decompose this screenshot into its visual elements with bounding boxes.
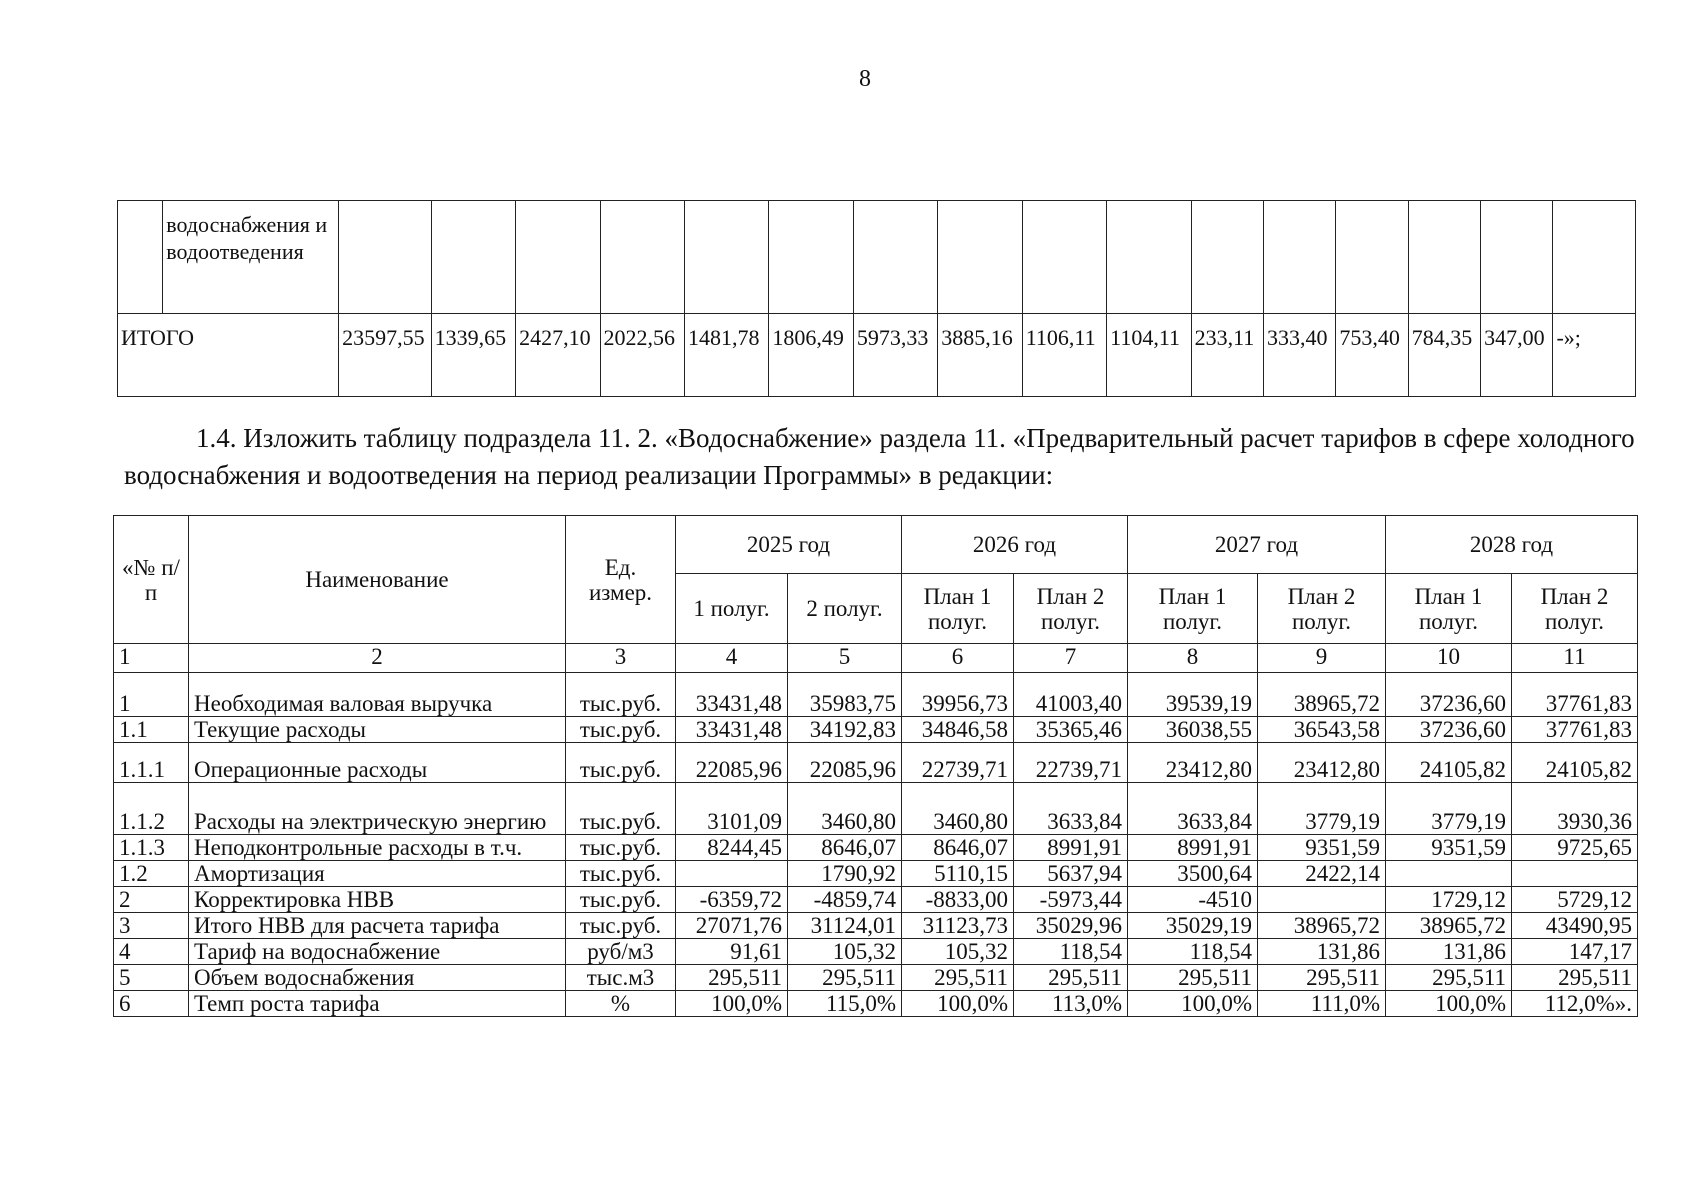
row-name: Корректировка НВВ [189, 887, 566, 913]
column-number: 11 [1512, 644, 1638, 673]
total-value: 1339,65 [431, 314, 515, 397]
row-value: 3779,19 [1258, 783, 1386, 835]
total-value: 753,40 [1336, 314, 1408, 397]
row-value: 36543,58 [1258, 717, 1386, 743]
row-name: Темп роста тарифа [189, 991, 566, 1017]
row-name: Объем водоснабжения [189, 965, 566, 991]
column-number: 7 [1014, 644, 1128, 673]
row-value: 39539,19 [1128, 673, 1258, 717]
table-row [114, 835, 1638, 861]
row-value: -4859,74 [788, 887, 902, 913]
row-value: 118,54 [1014, 939, 1128, 965]
row-value: 111,0% [1258, 991, 1386, 1017]
row-value: 105,32 [902, 939, 1014, 965]
total-label: ИТОГО [118, 314, 339, 397]
row-value: 3779,19 [1386, 783, 1512, 835]
subheader-cell: План 1 полуг. [1386, 574, 1512, 644]
column-number: 8 [1128, 644, 1258, 673]
row-value: 8991,91 [1014, 835, 1128, 861]
row-value: 36038,55 [1128, 717, 1258, 743]
row-value: 23412,80 [1128, 743, 1258, 783]
row-code: 1.1.3 [114, 835, 189, 861]
row-value [1512, 861, 1638, 887]
table-row [114, 861, 1638, 887]
column-number: 9 [1258, 644, 1386, 673]
table-row [114, 913, 1638, 939]
row-name: Итого НВВ для расчета тарифа [189, 913, 566, 939]
row-unit: тыс.руб. [566, 861, 676, 887]
row-value: 295,511 [676, 965, 788, 991]
row-value: 22085,96 [788, 743, 902, 783]
tariff-table [113, 515, 1638, 1017]
row-code: 1.1.1 [114, 743, 189, 783]
row-value: 3460,80 [788, 783, 902, 835]
column-number: 5 [788, 644, 902, 673]
subheader-cell: 1 полуг. [676, 574, 788, 644]
page-number: 8 [859, 66, 871, 92]
row-unit: тыс.руб. [566, 673, 676, 717]
row-value: 118,54 [1128, 939, 1258, 965]
row-value: -4510 [1128, 887, 1258, 913]
row-unit: тыс.руб. [566, 783, 676, 835]
row-value: 295,511 [1258, 965, 1386, 991]
row-value: -8833,00 [902, 887, 1014, 913]
header-num: «№ п/п [114, 516, 189, 644]
row-value: 131,86 [1258, 939, 1386, 965]
row-unit: тыс.руб. [566, 743, 676, 783]
row-unit: % [566, 991, 676, 1017]
header-year-2026: 2026 год [902, 516, 1128, 574]
row-value [676, 861, 788, 887]
row-value: 22085,96 [676, 743, 788, 783]
row-value: 3460,80 [902, 783, 1014, 835]
row-unit: тыс.руб. [566, 913, 676, 939]
row-value: 1790,92 [788, 861, 902, 887]
row-value: 24105,82 [1386, 743, 1512, 783]
row-value: 34846,58 [902, 717, 1014, 743]
column-number: 10 [1386, 644, 1512, 673]
row-value: 31123,73 [902, 913, 1014, 939]
row-value: 115,0% [788, 991, 902, 1017]
row-value: 100,0% [676, 991, 788, 1017]
row-code: 1.1 [114, 717, 189, 743]
header-year-2028: 2028 год [1386, 516, 1638, 574]
row-code: 1 [114, 673, 189, 717]
table-row [114, 673, 1638, 717]
row-unit: руб/м3 [566, 939, 676, 965]
row-value: 27071,76 [676, 913, 788, 939]
row-unit: тыс.руб. [566, 887, 676, 913]
row-code: 2 [114, 887, 189, 913]
subheader-cell: План 1 полуг. [1128, 574, 1258, 644]
row-value: 37761,83 [1512, 717, 1638, 743]
row-value: 31124,01 [788, 913, 902, 939]
table-row [114, 939, 1638, 965]
row-value: 35983,75 [788, 673, 902, 717]
row-value: 2422,14 [1258, 861, 1386, 887]
row-name: Амортизация [189, 861, 566, 887]
header-name: Наименование [189, 516, 566, 644]
row-name: Операционные расходы [189, 743, 566, 783]
row-value: 41003,40 [1014, 673, 1128, 717]
subheader-cell: 2 полуг. [788, 574, 902, 644]
row-name: Необходимая валовая выручка [189, 673, 566, 717]
total-value: 2427,10 [516, 314, 600, 397]
table-row [114, 887, 1638, 913]
table-row [114, 717, 1638, 743]
subheader-cell: План 2 полуг. [1258, 574, 1386, 644]
row-value: 295,511 [788, 965, 902, 991]
row-unit: тыс.руб. [566, 835, 676, 861]
instruction-text: 1.4. Изложить таблицу подраздела 11. 2. «Водоснабжение» раздела 11. «Предварительный расчет тарифов в сфере холодного водоснабжения и водоотведения на период реализации Программы» в редакции: [124, 423, 1635, 490]
total-value: 3885,16 [938, 314, 1022, 397]
row-code: 3 [114, 913, 189, 939]
row-value: 9351,59 [1258, 835, 1386, 861]
row-value: 100,0% [1128, 991, 1258, 1017]
row-value: 5637,94 [1014, 861, 1128, 887]
total-value: 5973,33 [853, 314, 937, 397]
row-value: 295,511 [1512, 965, 1638, 991]
row-value: 295,511 [1386, 965, 1512, 991]
row-name: Тариф на водоснабжение [189, 939, 566, 965]
row-value: 3633,84 [1014, 783, 1128, 835]
row-value: 23412,80 [1258, 743, 1386, 783]
row-value: 3633,84 [1128, 783, 1258, 835]
row-value: 9351,59 [1386, 835, 1512, 861]
row-value: 9725,65 [1512, 835, 1638, 861]
row-value: 100,0% [1386, 991, 1512, 1017]
row-value: 105,32 [788, 939, 902, 965]
row-value: 38965,72 [1386, 913, 1512, 939]
row-value: 131,86 [1386, 939, 1512, 965]
table-row [114, 965, 1638, 991]
continuation-table [117, 200, 1636, 397]
continuation-cell [118, 201, 163, 314]
table-row [114, 743, 1638, 783]
row-value: 147,17 [1512, 939, 1638, 965]
row-value [1386, 861, 1512, 887]
row-value: 39956,73 [902, 673, 1014, 717]
row-name: Неподконтрольные расходы в т.ч. [189, 835, 566, 861]
row-value: 35029,19 [1128, 913, 1258, 939]
row-code: 5 [114, 965, 189, 991]
row-value: 43490,95 [1512, 913, 1638, 939]
row-value: 37236,60 [1386, 673, 1512, 717]
row-value: 22739,71 [1014, 743, 1128, 783]
header-unit: Ед. измер. [566, 516, 676, 644]
row-value: 38965,72 [1258, 913, 1386, 939]
row-value: 34192,83 [788, 717, 902, 743]
row-code: 6 [114, 991, 189, 1017]
total-value: 1106,11 [1022, 314, 1106, 397]
row-value: -5973,44 [1014, 887, 1128, 913]
total-row [118, 314, 1636, 397]
total-value: 23597,55 [339, 314, 431, 397]
header-year-2027: 2027 год [1128, 516, 1386, 574]
row-name: Текущие расходы [189, 717, 566, 743]
continuation-header-text: водоснабжения и водоотведения [163, 201, 339, 314]
closing-mark: -»; [1553, 314, 1636, 397]
row-value: 100,0% [902, 991, 1014, 1017]
total-value: 1806,49 [769, 314, 853, 397]
row-value: -6359,72 [676, 887, 788, 913]
total-value: 347,00 [1481, 314, 1553, 397]
row-value [1258, 887, 1386, 913]
total-value: 1481,78 [684, 314, 768, 397]
row-unit: тыс.м3 [566, 965, 676, 991]
total-value: 233,11 [1191, 314, 1263, 397]
row-value: 5110,15 [902, 861, 1014, 887]
row-value: 33431,48 [676, 673, 788, 717]
table-body [114, 673, 1638, 1017]
header-year-2025: 2025 год [676, 516, 902, 574]
row-value: 1729,12 [1386, 887, 1512, 913]
row-value: 3500,64 [1128, 861, 1258, 887]
table-header-row [114, 516, 1638, 574]
row-value: 295,511 [902, 965, 1014, 991]
row-value: 24105,82 [1512, 743, 1638, 783]
column-number: 3 [566, 644, 676, 673]
subheader-cell: План 2 полуг. [1014, 574, 1128, 644]
table-row [114, 991, 1638, 1017]
row-value: 38965,72 [1258, 673, 1386, 717]
table-row [114, 783, 1638, 835]
column-number: 2 [189, 644, 566, 673]
row-code: 1.1.2 [114, 783, 189, 835]
row-value: 295,511 [1014, 965, 1128, 991]
row-value: 33431,48 [676, 717, 788, 743]
total-value: 784,35 [1408, 314, 1480, 397]
column-number: 4 [676, 644, 788, 673]
row-value: 113,0% [1014, 991, 1128, 1017]
row-value: 8991,91 [1128, 835, 1258, 861]
row-value: 3101,09 [676, 783, 788, 835]
column-number: 6 [902, 644, 1014, 673]
row-value: 8244,45 [676, 835, 788, 861]
column-number-row [114, 644, 1638, 673]
row-value: 91,61 [676, 939, 788, 965]
row-value: 22739,71 [902, 743, 1014, 783]
instruction-paragraph [124, 420, 1654, 494]
row-value: 35029,96 [1014, 913, 1128, 939]
total-value: 1104,11 [1107, 314, 1191, 397]
subheader-cell: План 2 полуг. [1512, 574, 1638, 644]
row-code: 1.2 [114, 861, 189, 887]
row-value: 3930,36 [1512, 783, 1638, 835]
subheader-cell: План 1 полуг. [902, 574, 1014, 644]
total-value: 2022,56 [600, 314, 684, 397]
row-value: 112,0%». [1512, 991, 1638, 1017]
row-value: 37236,60 [1386, 717, 1512, 743]
total-value: 333,40 [1263, 314, 1335, 397]
row-code: 4 [114, 939, 189, 965]
row-unit: тыс.руб. [566, 717, 676, 743]
row-value: 8646,07 [902, 835, 1014, 861]
row-name: Расходы на электрическую энергию [189, 783, 566, 835]
row-value: 295,511 [1128, 965, 1258, 991]
column-number: 1 [114, 644, 189, 673]
row-value: 8646,07 [788, 835, 902, 861]
row-value: 5729,12 [1512, 887, 1638, 913]
row-value: 37761,83 [1512, 673, 1638, 717]
row-value: 35365,46 [1014, 717, 1128, 743]
